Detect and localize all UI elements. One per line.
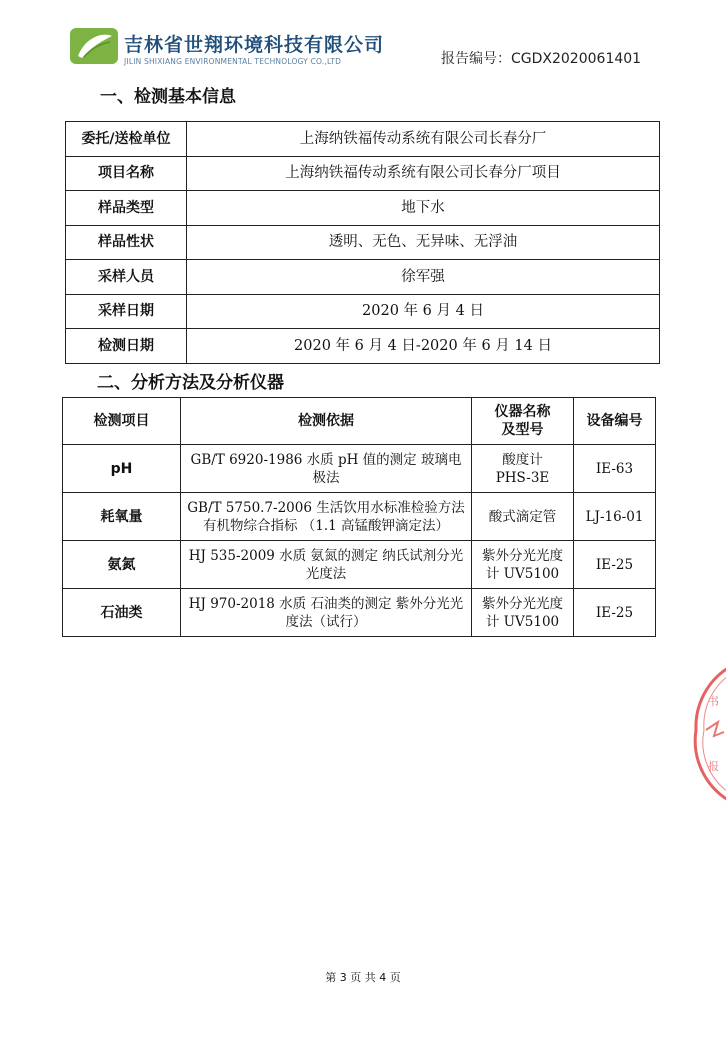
info-row <box>66 294 660 329</box>
instrument-line2: 计 UV5100 <box>485 613 560 630</box>
header-instrument-line2: 及型号 <box>501 422 544 438</box>
info-value: 上海纳铁福传动系统有限公司长春分厂项目 <box>187 156 660 191</box>
svg-text:书: 书 <box>708 695 719 708</box>
method-device: IE-25 <box>574 589 656 637</box>
info-row <box>66 191 660 226</box>
instrument-line1: 酸式滴定管 <box>488 508 557 525</box>
info-key: 样品性状 <box>66 225 187 260</box>
method-device: LJ-16-01 <box>574 493 656 541</box>
page-footer: 第 3 页 共 4 页 <box>325 971 401 984</box>
report-number: 报告编号：CGDX2020061401 <box>441 51 642 67</box>
info-value: 2020 年 6 月 4 日-2020 年 6 月 14 日 <box>187 329 660 364</box>
header-instrument-line1: 仪器名称 <box>494 404 551 420</box>
instrument-line1: 紫外分光光度 <box>482 547 563 564</box>
method-row <box>63 541 656 589</box>
table-header-row <box>63 398 656 445</box>
info-row <box>66 122 660 157</box>
info-row <box>66 260 660 295</box>
header-basis: 检测依据 <box>181 398 472 445</box>
red-seal-stamp <box>688 660 726 810</box>
instrument-line2: 计 UV5100 <box>485 565 560 582</box>
header-item: 检测项目 <box>63 398 181 445</box>
method-item: pH <box>63 445 181 493</box>
method-item: 耗氧量 <box>63 493 181 541</box>
instrument-line2: PHS-3E <box>495 469 550 486</box>
method-basis: GB/T 6920-1986 水质 pH 值的测定 玻璃电极法 <box>181 445 472 493</box>
header-instrument <box>472 398 574 445</box>
info-row <box>66 225 660 260</box>
section-title-basic-info: 一、检测基本信息 <box>100 87 236 107</box>
company-logo-icon <box>68 26 120 66</box>
info-value: 上海纳铁福传动系统有限公司长春分厂 <box>187 122 660 157</box>
info-key: 样品类型 <box>66 191 187 226</box>
method-basis: HJ 970-2018 水质 石油类的测定 紫外分光光度法（试行） <box>181 589 472 637</box>
method-instrument <box>472 493 574 541</box>
basic-info-table <box>65 121 660 364</box>
method-row <box>63 589 656 637</box>
info-row <box>66 156 660 191</box>
methods-table <box>62 397 656 637</box>
method-row <box>63 493 656 541</box>
info-value: 地下水 <box>187 191 660 226</box>
instrument-line1: 紫外分光光度 <box>482 595 563 612</box>
company-name: 吉林省世翔环境科技有限公司 <box>124 34 385 56</box>
method-row <box>63 445 656 493</box>
method-instrument <box>472 589 574 637</box>
info-key: 委托/送检单位 <box>66 122 187 157</box>
info-value: 2020 年 6 月 4 日 <box>187 294 660 329</box>
method-instrument <box>472 541 574 589</box>
info-value: 徐军强 <box>187 260 660 295</box>
header-device: 设备编号 <box>574 398 656 445</box>
info-row <box>66 329 660 364</box>
instrument-line1: 酸度计 <box>502 451 543 468</box>
info-key: 项目名称 <box>66 156 187 191</box>
method-basis: GB/T 5750.7-2006 生活饮用水标准检验方法 有机物综合指标 （1.1 高锰酸钾滴定法） <box>181 493 472 541</box>
info-key: 采样日期 <box>66 294 187 329</box>
method-item: 石油类 <box>63 589 181 637</box>
method-basis: HJ 535-2009 水质 氨氮的测定 纳氏试剂分光光度法 <box>181 541 472 589</box>
method-device: IE-63 <box>574 445 656 493</box>
info-key: 采样人员 <box>66 260 187 295</box>
section-title-methods: 二、分析方法及分析仪器 <box>97 373 284 393</box>
method-instrument <box>472 445 574 493</box>
svg-text:报: 报 <box>708 760 719 773</box>
method-item: 氨氮 <box>63 541 181 589</box>
company-name-en: JILIN SHIXIANG ENVIRONMENTAL TECHNOLOGY CO.,LTD <box>124 57 342 66</box>
info-value: 透明、无色、无异味、无浮油 <box>187 225 660 260</box>
info-key: 检测日期 <box>66 329 187 364</box>
method-device: IE-25 <box>574 541 656 589</box>
